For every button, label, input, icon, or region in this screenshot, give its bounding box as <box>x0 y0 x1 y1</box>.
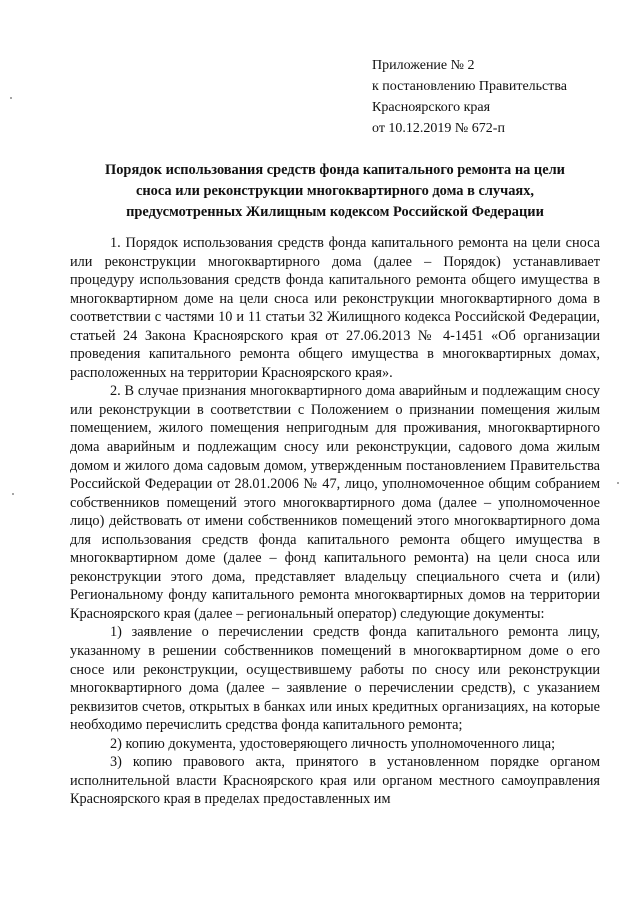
scan-speck <box>617 482 619 484</box>
annex-line: к постановлению Правительства <box>372 79 568 94</box>
scan-speck <box>12 493 14 495</box>
document-title <box>70 160 600 223</box>
title-line: сноса или реконструкции многоквартирного дома в случаях, <box>135 183 535 199</box>
title-line: Порядок использования средств фонда капитального ремонта на цели <box>105 162 565 178</box>
list-item-3: 3) копию правового акта, принятого в установленном порядке органом исполнительной власти Красноярского края или органом местного самоуправления Красноярского края в пределах предоставленных им <box>70 754 600 808</box>
title-line: предусмотренных Жилищным кодексом Российской Федерации <box>126 204 544 220</box>
document-body <box>70 234 600 809</box>
annex-line: от 10.12.2019 № 672-п <box>372 121 505 136</box>
paragraph-2: 2. В случае признания многоквартирного дома аварийным и подлежащим сносу или реконструкции в соответствии с Положением о признании помещения жилым помещением, жилого помещения непригодным для проживания, многоквартирного дома аварийным и подлежащим сносу или реконструкции, садового дома жилым домом и жилого дома садовым домом, утвержденным постановлением Правительства Российской Федерации от 28.01.2006 № 47, лицо, уполномоченное общим собранием собственников помещений этого многоквартирного дома (далее – уполномоченное лицо) действовать от имени собственников помещений этого многоквартирного дома для использования средств фонда капитального ремонта общего имущества в многоквартирном доме (далее – фонд капитального ремонта) на цели сноса или реконструкции этого дома, представляет владельцу специального счета и (или) Региональному фонду капитального ремонта многоквартирных домов на территории Красноярского края (далее – региональный оператор) следующие документы: <box>70 383 600 622</box>
list-item-1: 1) заявление о перечислении средств фонда капитального ремонта лицу, указанному в решении собственников помещений в многоквартирном доме о его сносе или реконструкции, осуществившему работы по сносу или реконструкции многоквартирного дома (далее – заявление о перечислении средств), с указанием реквизитов счетов, открытых в банках или иных кредитных организациях, на которые необходимо перечислить средства фонда капитального ремонта; <box>70 624 600 734</box>
annex-line: Красноярского края <box>372 100 491 115</box>
paragraph-1: 1. Порядок использования средств фонда капитального ремонта на цели сноса или реконструкции многоквартирного дома (далее – Порядок) устанавливает процедуру использования средств фонда капитального ремонта общего имущества в многоквартирном доме на цели сноса или реконструкции многоквартирного дома в соответствии с частями 10 и 11 статьи 32 Жилищного кодекса Российской Федерации, статьей 24 Закона Красноярского края от 27.06.2013 № 4-1451 «Об организации проведения капитального ремонта общего имущества в многоквартирных домах, расположенных на территории Красноярского края». <box>70 235 600 381</box>
annex-line: Приложение № 2 <box>372 58 475 73</box>
list-item-2: 2) копию документа, удостоверяющего личность уполномоченного лица; <box>110 735 556 752</box>
scan-speck <box>10 97 12 99</box>
annex-header <box>372 55 567 139</box>
